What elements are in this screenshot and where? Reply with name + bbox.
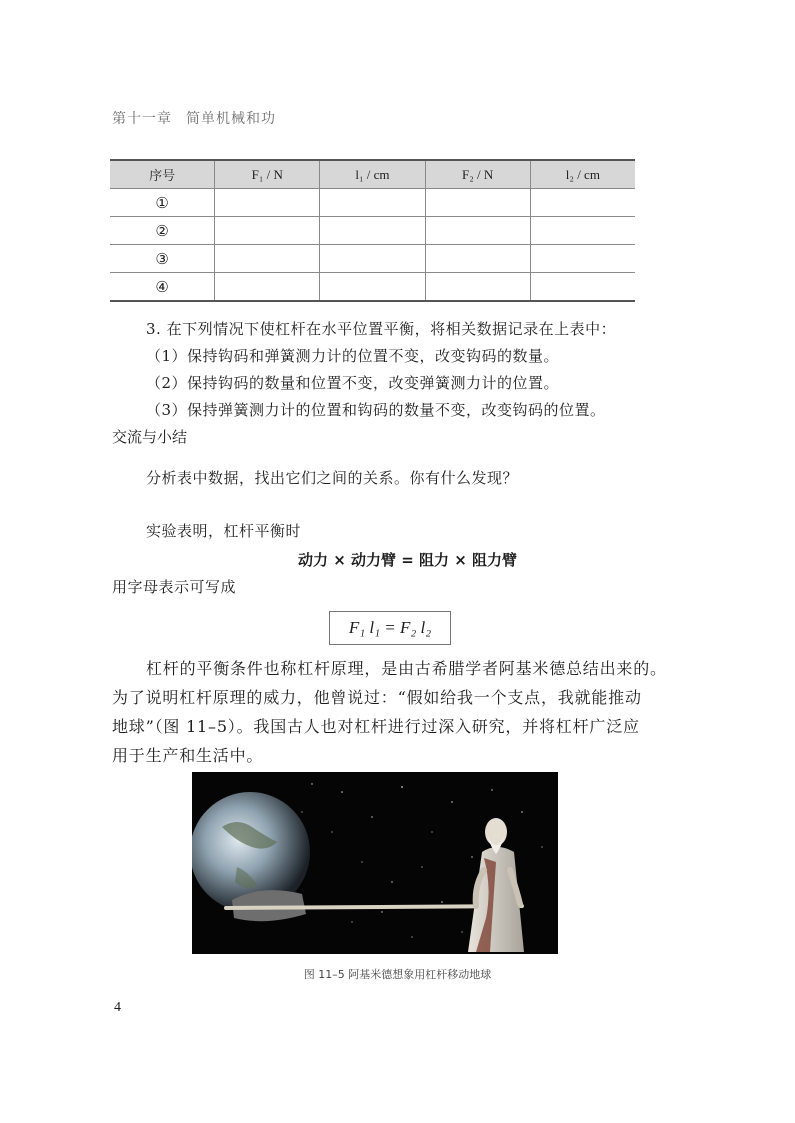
step-item-2: （2）保持钩码的数量和位置不变，改变弹簧测力计的位置。 bbox=[146, 374, 560, 392]
section-heading: 交流与小结 bbox=[112, 428, 188, 446]
table-cell[interactable] bbox=[425, 217, 530, 245]
table-row bbox=[110, 245, 635, 273]
archimedes-figure bbox=[192, 772, 558, 954]
table-header: F₁ / N bbox=[215, 160, 320, 189]
result-intro: 实验表明，杠杆平衡时 bbox=[146, 522, 302, 540]
table-cell[interactable] bbox=[425, 189, 530, 217]
step-item-3: （3）保持弹簧测力计的位置和钩码的数量不变，改变钩码的位置。 bbox=[146, 401, 606, 419]
row-index: ② bbox=[110, 217, 215, 245]
row-index: ④ bbox=[110, 273, 215, 302]
paragraph-line: 用于生产和生活中。 bbox=[112, 746, 264, 765]
formula-box bbox=[329, 611, 451, 645]
table-cell[interactable] bbox=[215, 189, 320, 217]
table-cell[interactable] bbox=[425, 245, 530, 273]
table-cell[interactable] bbox=[215, 245, 320, 273]
summary-question: 分析表中数据，找出它们之间的关系。你有什么发现？ bbox=[146, 469, 519, 487]
lever-equation-words: 动力 × 动力臂 = 阻力 × 阻力臂 bbox=[297, 551, 518, 569]
step-item-1: （1）保持钩码和弹簧测力计的位置不变，改变钩码的数量。 bbox=[146, 347, 560, 365]
table-cell[interactable] bbox=[215, 273, 320, 302]
chapter-number: 第十一章 bbox=[112, 111, 172, 127]
table-header: l₁ / cm bbox=[320, 160, 425, 189]
lever-formula: F₁ l₁ = F₂ l₂ bbox=[348, 618, 432, 637]
table-cell[interactable] bbox=[320, 273, 425, 302]
table-cell[interactable] bbox=[320, 189, 425, 217]
table-cell[interactable] bbox=[320, 217, 425, 245]
table-header: F₂ / N bbox=[425, 160, 530, 189]
chapter-header bbox=[112, 108, 276, 128]
table-row bbox=[110, 217, 635, 245]
row-index: ① bbox=[110, 189, 215, 217]
table-cell[interactable] bbox=[530, 273, 635, 302]
table-cell[interactable] bbox=[530, 189, 635, 217]
table-header: 序号 bbox=[110, 160, 215, 189]
page-number: 4 bbox=[114, 1000, 121, 1015]
paragraph-line: 为了说明杠杆原理的威力，他曾说过：“假如给我一个支点，我就能推动 bbox=[112, 688, 642, 707]
table-row bbox=[110, 189, 635, 217]
row-index: ③ bbox=[110, 245, 215, 273]
paragraph-line: 地球”（图 11–5）。我国古人也对杠杆进行过深入研究，并将杠杆广泛应 bbox=[112, 717, 640, 736]
data-table bbox=[110, 159, 635, 302]
table-cell[interactable] bbox=[320, 245, 425, 273]
table-cell[interactable] bbox=[425, 273, 530, 302]
table-cell[interactable] bbox=[530, 245, 635, 273]
archimedes-illustration bbox=[192, 772, 558, 954]
chapter-title: 简单机械和功 bbox=[186, 111, 276, 127]
paragraph-line: 杠杆的平衡条件也称杠杆原理，是由古希腊学者阿基米德总结出来的。 bbox=[146, 659, 667, 678]
table-cell[interactable] bbox=[530, 217, 635, 245]
table-cell[interactable] bbox=[215, 217, 320, 245]
figure-caption: 图 11–5 阿基米德想象用杠杆移动地球 bbox=[303, 968, 492, 981]
letters-intro: 用字母表示可写成 bbox=[112, 578, 237, 596]
step-intro: 3. 在下列情况下使杠杆在水平位置平衡，将相关数据记录在上表中： bbox=[146, 320, 617, 338]
table-header-row bbox=[110, 160, 635, 189]
table-header: l₂ / cm bbox=[530, 160, 635, 189]
table-row bbox=[110, 273, 635, 302]
